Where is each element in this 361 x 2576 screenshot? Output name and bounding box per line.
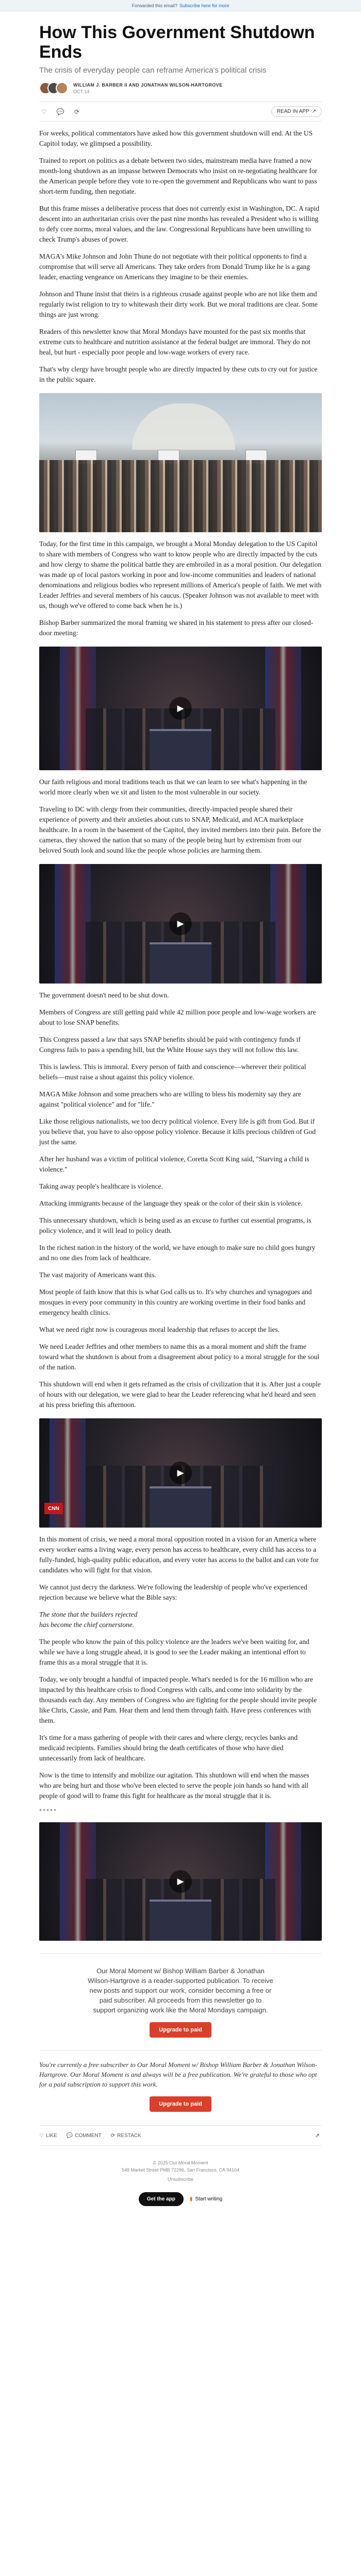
like-button[interactable] xyxy=(39,2133,57,2139)
paragraph: Members of Congress are still getting paid while 42 million poor people and low-wage workers are about to lose SNAP benefits. xyxy=(39,1008,316,1026)
article-subtitle: The crisis of everyday people can reframe America's political crisis xyxy=(39,66,267,75)
post-date: OCT 14 xyxy=(73,89,90,94)
get-app-button[interactable]: Get the app xyxy=(139,2192,184,2206)
section-divider: ***** xyxy=(39,1808,57,1814)
paragraph: In this moment of crisis, we need a moral moral opposition rooted in a vision for an America where every worker earns a living wage, every person has access to healthcare, every child has access to a fully-funded, high-quality public education, and every voter has access to the ballot and can vote for candidates who will fight for that vision. xyxy=(39,1535,319,1574)
paragraph: We cannot just decry the darkness. We're following the leadership of people who've experienced rejection because we believe what the Bible says: xyxy=(39,1583,307,1601)
forward-text: Forwarded this email? xyxy=(132,3,177,8)
copyright xyxy=(39,2159,322,2174)
scripture-quote-line: has become the chief cornerstone. xyxy=(39,1621,135,1629)
podium-shape xyxy=(150,942,211,984)
paragraph: MAGA Mike Johnson and some preachers who are willing to bless his modernity say they are against "political violence" and for "life." xyxy=(39,1090,302,1108)
paragraph: But this frame misses a deliberative process that does not currently exist in Washington, DC. A rapid descent into an authoritarian crisis over the past nine months has revealed a President who is willing to defy core norms, moral values, and the law. Congressional Republicans have been unwilling to check Trump's abuses of power. xyxy=(39,205,320,243)
forward-banner xyxy=(0,0,361,11)
paragraph: What we need right now is courageous moral leadership that refuses to accept the lies. xyxy=(39,1326,280,1333)
author-avatars[interactable] xyxy=(39,82,64,94)
paragraph: MAGA's Mike Johnson and John Thune do not negotiate with their political opponents to find a compromise that will serve all Americans. They take orders from Donald Trump like he is a gang leader, enacting vengeance on Americans they imagine to be their enemies. xyxy=(39,252,310,281)
play-icon[interactable]: ▶ xyxy=(169,1870,192,1893)
like-label: LIKE xyxy=(45,2132,57,2139)
heart-icon[interactable]: ♡ xyxy=(41,108,47,115)
copyright-line: © 2025 Our Moral Moment xyxy=(153,2160,208,2165)
restack-icon: ⟳ xyxy=(110,2132,116,2139)
podium-shape xyxy=(150,729,211,770)
paragraph: This shutdown will end when it gets reframed as the crisis of civilization that it is. After just a couple of hours with our delegation, we were glad to hear the Leader referencing what he'd heard and seen at his press briefing this afternoon. xyxy=(39,1380,321,1409)
paragraph: Johnson and Thune insist that theirs is a righteous crusade against people who are not like them and regularly twist religion to try to whitewash their dirty work. But we moral traditions are clear. Some things are just wrong. xyxy=(39,290,318,318)
crowd-shape xyxy=(39,460,322,532)
paragraph: In the richest nation in the history of the world, we have enough to make sure no child goes hungry and no one dies from lack of healthcare. xyxy=(39,1244,316,1262)
action-bar-left xyxy=(39,107,81,116)
legal-links xyxy=(39,2177,322,2182)
comment-label: COMMENT xyxy=(75,2132,102,2139)
section-body xyxy=(39,990,322,1410)
restack-label: RESTACK xyxy=(117,2132,141,2139)
play-icon[interactable]: ▶ xyxy=(169,697,192,720)
video-embed-jeffries-briefing[interactable] xyxy=(39,1418,322,1528)
video-embed-press-conference[interactable] xyxy=(39,864,322,984)
upgrade-button[interactable]: Upgrade to paid xyxy=(150,2022,211,2038)
action-bar xyxy=(39,101,322,122)
paragraph: For weeks, political commentators have asked how this government shutdown will end. At the US Capitol today, we glimpsed a possibility. xyxy=(39,129,313,147)
paragraph: It's time for a mass gathering of people with their cares and where clergy, recycles banks and medicaid recipients. Families should bring the death certificates of those who have died unnecessarily from lack of healthcare. xyxy=(39,1734,298,1762)
paragraph: The people who know the pain of this policy violence are the leaders we've been waiting for, and while we have a long struggle ahead, it is good to see the Leader making an intentional effort to frame this as a moral struggle that it is. xyxy=(39,1638,309,1666)
upgrade-button-footer[interactable]: Upgrade to paid xyxy=(150,2096,211,2112)
unsubscribe-link[interactable]: Unsubscribe xyxy=(167,2177,194,2182)
paragraph: Attacking immigrants because of the language they speak or the color of their skin is violence. xyxy=(39,1199,303,1207)
action-bar-right xyxy=(271,106,322,117)
section-intro xyxy=(39,128,322,385)
paragraph: Most people of faith know that this is what God calls us to. It's why churches and synagogues and mosques in every poor community in this country are working overtime in their food banks and emergency health clinics. xyxy=(39,1288,312,1316)
substack-footer xyxy=(39,2192,322,2206)
subscriber-note: You're currently a free subscriber to Our Moral Moment w/ Bishop William Barber & Jonathan Wilson-Hartgrove. Our Moral Moment is and always will be a free publication. We're grateful to those who opt for a paid subscription to support this work. xyxy=(39,2061,318,2088)
capitol-dome-shape xyxy=(132,403,235,450)
article xyxy=(39,23,322,2206)
start-writing-button[interactable] xyxy=(190,2196,222,2202)
read-in-app-button[interactable] xyxy=(271,106,322,117)
paragraph: Taking away people's healthcare is violence. xyxy=(39,1182,163,1190)
cnn-logo-icon: CNN xyxy=(44,1503,63,1514)
paragraph: Like those religious nationalists, we too decry political violence. Every life is gift from God. But if you believe that, you have to also oppose policy violence. Because it kills precious children of God just the same. xyxy=(39,1117,316,1146)
comment-icon[interactable]: 💬 xyxy=(56,108,64,115)
paragraph: Today, for the first time in this campaign, we brought a Moral Monday delegation to the US Capitol to share with members of Congress who want to know people who are directly impacted by the cuts and how clergy to shame the political battle they are embroiled in as a moral position. Our delegation was made up of local pastors working in poor and low-income communities and leaders of national denominations and religious bodies who represent millions of America's people of faith. We met with Leader Jeffries and several members of his caucus. (Speaker Johnson was not available to meet with us, though we've offered to come back when he is.) xyxy=(39,540,322,609)
paragraph: We need Leader Jeffries and other members to name this as a moral moment and shift the frame toward what the shutdown is about from a disagreement about policy to a moral struggle for the soul of the nation. xyxy=(39,1343,320,1371)
byline xyxy=(39,82,322,94)
paragraph: The government doesn't need to be shut down. xyxy=(39,991,169,999)
play-icon[interactable]: ▶ xyxy=(169,912,192,935)
paragraph: The vast majority of Americans want this. xyxy=(39,1271,156,1279)
subscribe-text: Our Moral Moment w/ Bishop William Barber & Jonathan Wilson-Hartgrove is a reader-supported publication. To receive new posts and support our work, consider becoming a free or paid subscriber. All proceeds from this newsletter go to support organizing work like the Moral Mondays campaign. xyxy=(88,1967,273,2014)
flags-shape xyxy=(270,864,306,984)
address-line: 548 Market Street PMB 72296, San Francisco, CA 94104 xyxy=(121,2167,240,2173)
paragraph: This unnecessary shutdown, which is being used as an excuse to further cut essential programs, is policy violence, and it will lead to policy death. xyxy=(39,1216,311,1234)
video-embed-closing[interactable] xyxy=(39,1822,322,1941)
podium-shape xyxy=(150,1900,211,1941)
restack-button[interactable] xyxy=(111,2133,141,2139)
rally-photo[interactable] xyxy=(39,393,322,532)
video-embed-barber-statement[interactable] xyxy=(39,647,322,770)
comment-button[interactable] xyxy=(67,2133,102,2139)
start-writing-label: Start writing xyxy=(195,2196,223,2202)
author-block xyxy=(73,82,223,94)
avatar[interactable] xyxy=(56,82,68,94)
paragraph: Trained to report on politics as a debate between two sides, mainstream media have framed a now month-long shutdown as an impasse between Democrats who insist on re-negotiating healthcare for the American people before they vote to re-open the government and Republicans who want to pass short-term funding, then negotiate. xyxy=(39,157,318,195)
paragraph: Our faith religious and moral traditions teach us that we can learn to see what's happening in the world more clearly when we sit and listen to the most vulnerable in our society. xyxy=(39,778,307,796)
paragraph: After her husband was a victim of political violence, Coretta Scott King said, "Starving a child is violence." xyxy=(39,1155,309,1173)
comment-icon: 💬 xyxy=(66,2132,73,2139)
read-in-app-label: READ IN APP xyxy=(276,109,309,114)
subscribe-link[interactable]: Subscribe here for more xyxy=(179,3,229,8)
subscribe-box xyxy=(39,1953,322,2050)
substack-logo-icon: ▮ xyxy=(189,2196,193,2202)
upgrade-wrapper xyxy=(39,2089,322,2112)
scripture-quote-line: The stone that the builders rejected xyxy=(39,1611,138,1618)
external-link-icon: ↗ xyxy=(311,109,316,114)
footer-actions xyxy=(39,2133,141,2139)
paragraph: Readers of this newsletter know that Moral Mondays have mounted for the past six months that extreme cuts to healthcare and nutrition assistance at the federal budget are immoral. They do not heal, but hurt - especially poor people and low-wage workers of every race. xyxy=(39,328,311,356)
paragraph: That's why clergy have brought people who are directly impacted by these cuts to cry out for justice in the public square. xyxy=(39,365,318,383)
paragraph: Today, we only brought a handful of impacted people. What's needed is for the 16 million who are impacted by this healthcare crisis to flood Congress with calls, and come into solidarity by the thousands each day. Any members of Congress who are fighting for the people should invite people like Chris, Cassie, and Pam. Hear them and lend them through faith. Have press conferences with them. xyxy=(39,1675,317,1724)
share-icon[interactable]: ↗ xyxy=(314,2132,320,2139)
restack-icon[interactable]: ⟳ xyxy=(74,108,80,115)
footer-action-bar xyxy=(39,2125,322,2146)
paragraph: Traveling to DC with clergy from their communities, directly-impacted people shared their experience of poverty and their anxieties about cuts to SNAP, Medicaid, and ACA marketplace healthcare. In a room in the basement of the Capitol, they invited members into their pain. Before the cameras, they showed the nation that so many of the people being hurt by extremism from our beloved South look and sound like the people whose policies are harming them. xyxy=(39,805,321,854)
podium-shape xyxy=(150,1486,211,1528)
paragraph: Bishop Barber summarized the moral framing we shared in his statement to press after our closed-door meeting: xyxy=(39,619,314,637)
play-icon[interactable]: ▶ xyxy=(169,1462,192,1484)
paragraph: This Congress passed a law that says SNAP benefits should be paid with contingency funds if Congress fails to pass a spending bill, but the White House says they will not follow this law. xyxy=(39,1036,301,1054)
paragraph: This is lawless. This is immoral. Every person of faith and conscience—wherever their political beliefs—must raise a shout against this policy violence. xyxy=(39,1063,306,1081)
paragraph: Now is the time to intensify and mobilize our agitation. This shutdown will end when the masses who are being hurt and those who've been elected to serve the people join hands so hand with all people of good will to frame this fight for healthcare as the moral struggle that it is. xyxy=(39,1771,309,1800)
author-names[interactable]: WILLIAM J. BARBER II AND JONATHAN WILSON-HARTGROVE xyxy=(73,82,223,88)
heart-icon: ♡ xyxy=(39,2132,44,2139)
article-title[interactable]: How This Government Shutdown Ends xyxy=(39,23,315,62)
